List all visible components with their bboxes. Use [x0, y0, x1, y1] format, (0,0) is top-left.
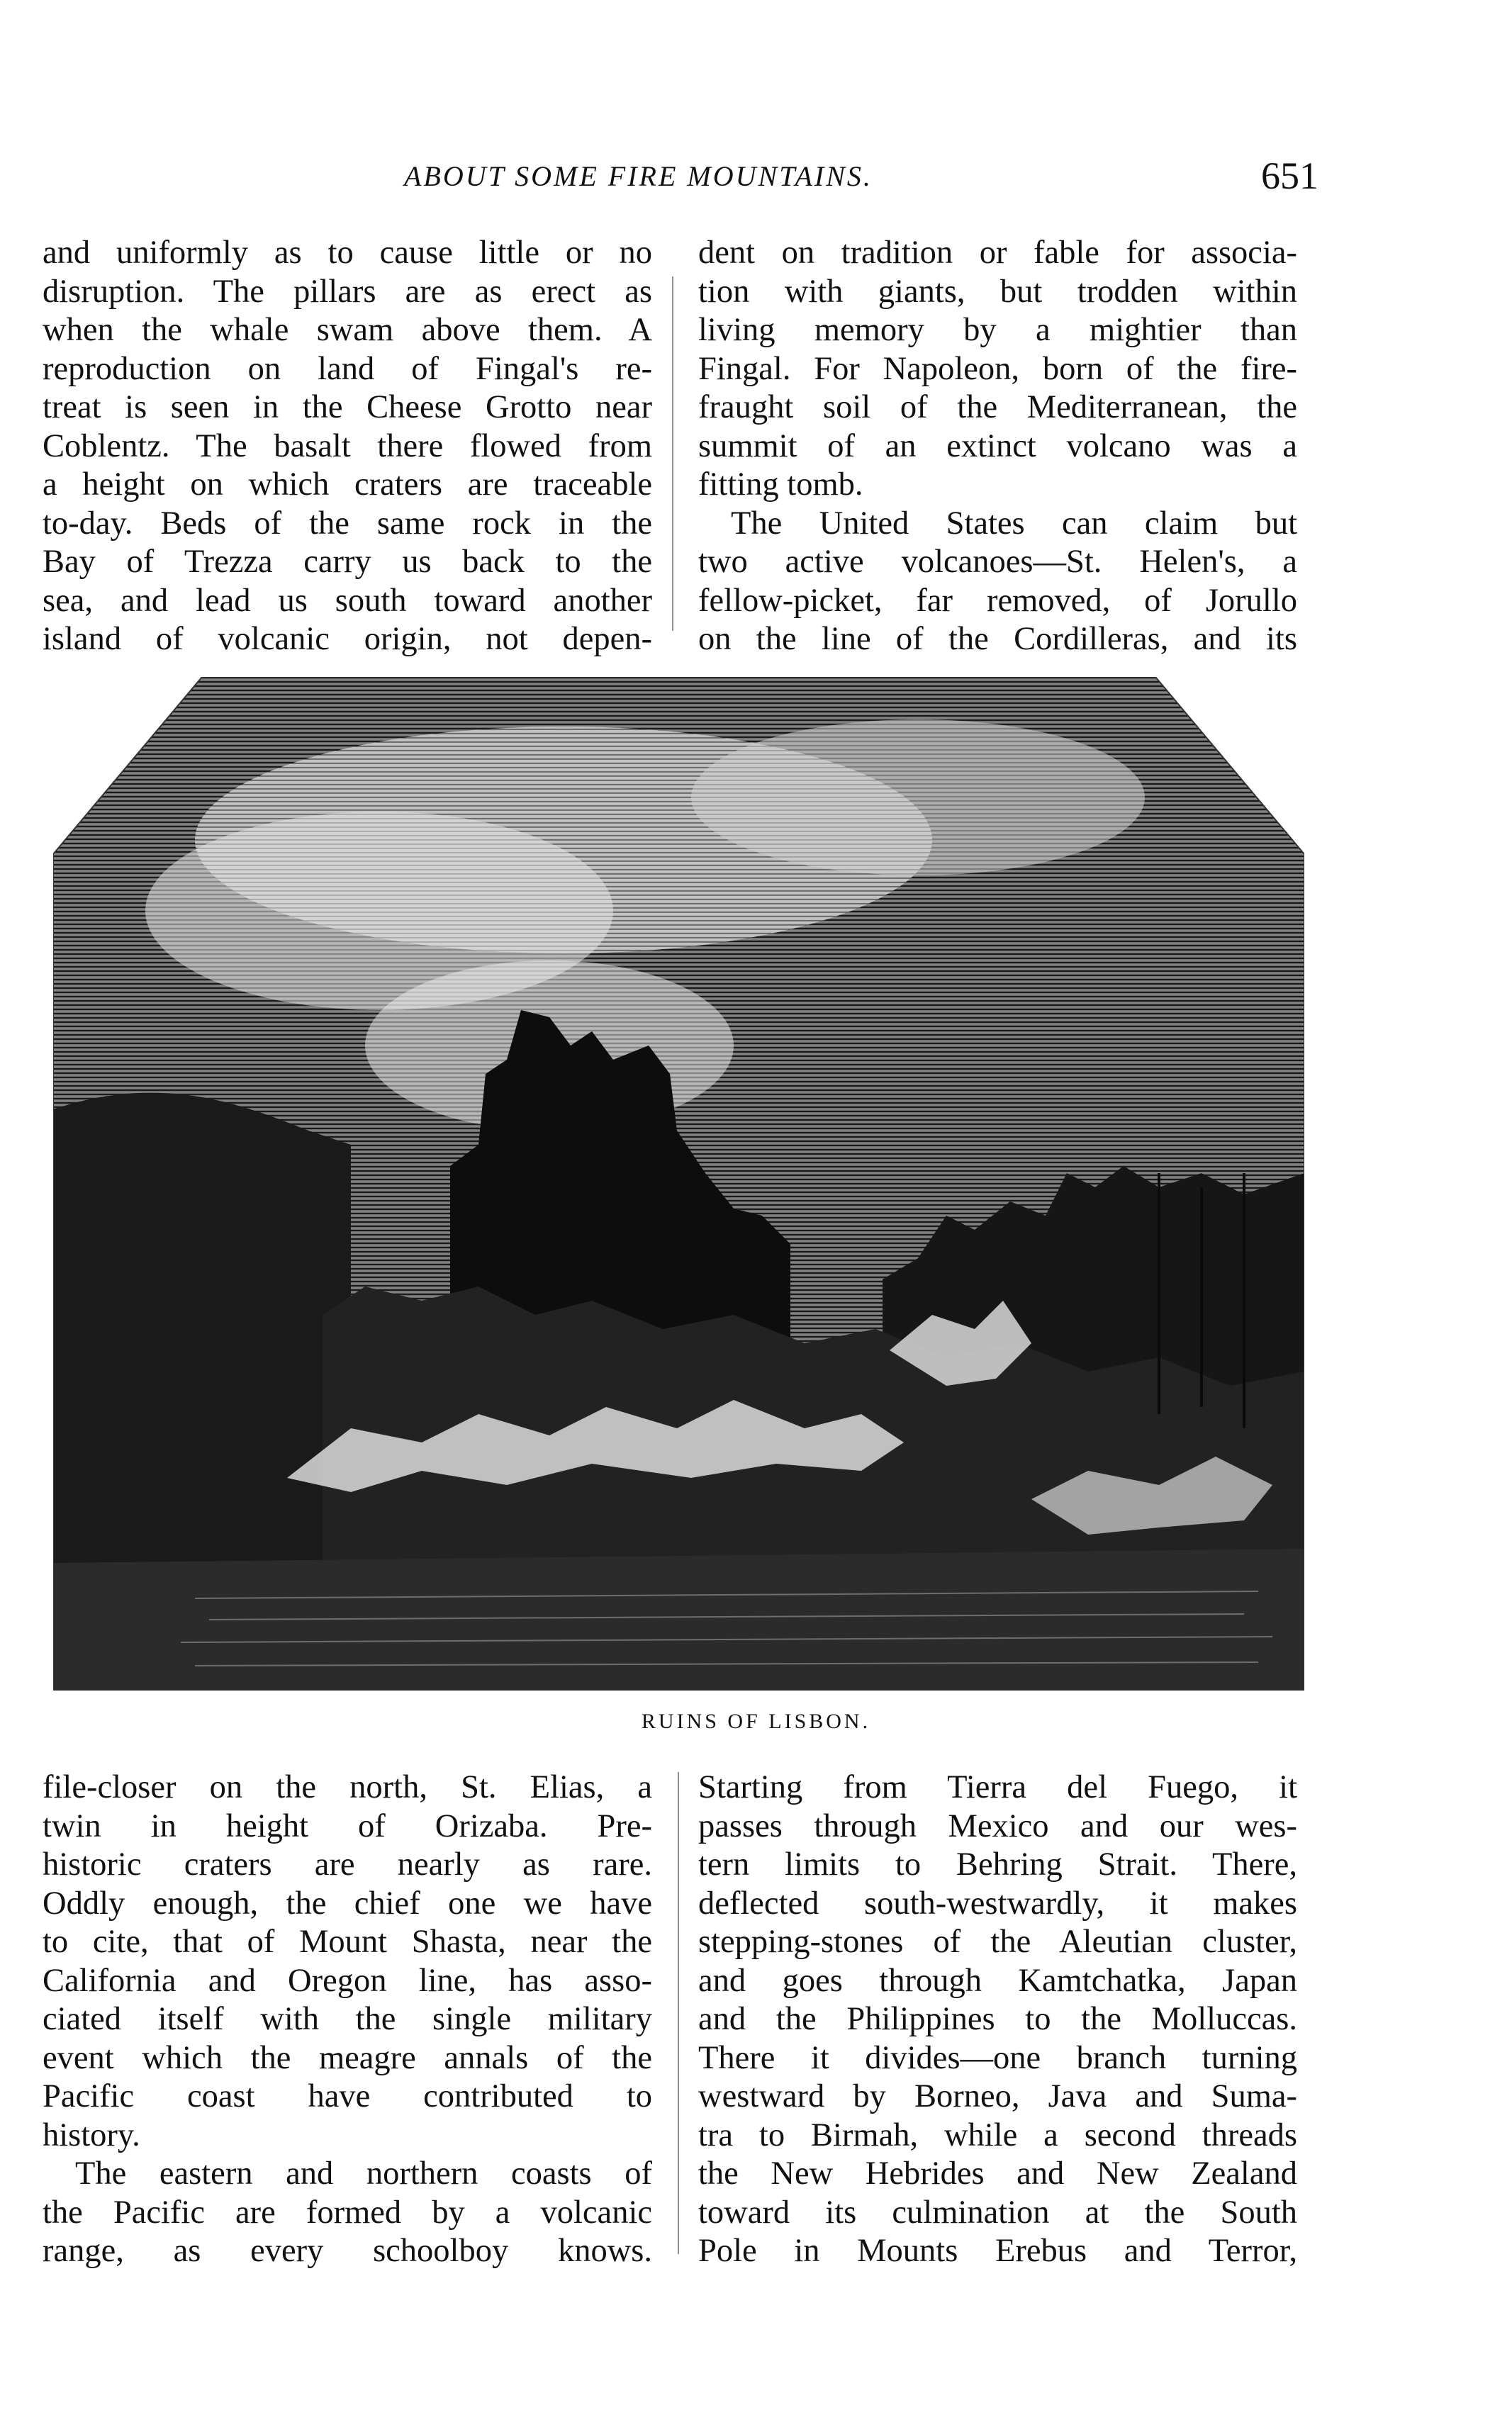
text-line: to-day. Beds of the same rock in the: [43, 505, 652, 542]
text-line: Fingal. For Napoleon, born of the fire-: [698, 350, 1297, 387]
column-bottom-right: [698, 1769, 1297, 2271]
text-line: and the Philippines to the Molluccas.: [698, 2001, 1297, 2037]
text-line: on the line of the Cordilleras, and its: [698, 621, 1297, 657]
text-line: The eastern and northern coasts of: [75, 2156, 652, 2192]
running-head: [369, 155, 1318, 209]
text-line: stepping-stones of the Aleutian cluster,: [698, 1924, 1297, 1960]
running-title: ABOUT SOME FIRE MOUNTAINS.: [404, 160, 873, 192]
text-line: tra to Birmah, while a second threads: [698, 2117, 1297, 2153]
column-top-left: [43, 234, 652, 659]
column-divider: [678, 1772, 679, 2254]
text-line: and goes through Kamtchatka, Japan: [698, 1962, 1297, 1999]
text-line: historic craters are nearly as rare.: [43, 1846, 652, 1883]
text-line: reproduction on land of Fingal's re-: [43, 350, 652, 387]
text-line: fitting tomb.: [698, 466, 863, 503]
text-line: when the whale swam above them. A: [43, 312, 652, 348]
text-line: passes through Mexico and our wes-: [698, 1807, 1297, 1844]
text-line: fraught soil of the Mediterranean, the: [698, 389, 1297, 425]
text-line: the Pacific are formed by a volcanic: [43, 2194, 652, 2231]
page-number: 651: [1261, 155, 1318, 197]
text-line: There it divides—one branch turning: [698, 2039, 1297, 2076]
text-line: treat is seen in the Cheese Grotto near: [43, 389, 652, 425]
paragraph: [43, 2155, 652, 2271]
text-line: Oddly enough, the chief one we have: [43, 1885, 652, 1922]
column-top-right: [698, 234, 1297, 659]
text-line: range, as every schoolboy knows.: [43, 2233, 652, 2269]
text-line: Coblentz. The basalt there flowed from: [43, 427, 652, 464]
text-line: tern limits to Behring Strait. There,: [698, 1846, 1297, 1883]
text-line: event which the meagre annals of the: [43, 2039, 652, 2076]
text-line: the New Hebrides and New Zealand: [698, 2156, 1297, 2192]
text-line: The United States can claim but: [731, 505, 1297, 542]
text-line: history.: [43, 2117, 140, 2153]
paragraph: [698, 505, 1297, 659]
text-line: file-closer on the north, St. Elias, a: [43, 1769, 652, 1805]
ruins-of-lisbon-engraving: [53, 677, 1304, 1691]
text-line: twin in height of Orizaba. Pre-: [43, 1807, 652, 1844]
text-line: tion with giants, but trodden within: [698, 273, 1297, 310]
text-line: ciated itself with the single military: [43, 2001, 652, 2037]
text-line: Pole in Mounts Erebus and Terror,: [698, 2233, 1297, 2269]
column-divider: [672, 276, 673, 631]
text-line: a height on which craters are traceable: [43, 466, 652, 503]
text-line: Bay of Trezza carry us back to the: [43, 544, 652, 580]
text-line: California and Oregon line, has asso-: [43, 1962, 652, 1999]
text-line: to cite, that of Mount Shasta, near the: [43, 1924, 652, 1960]
text-line: dent on tradition or fable for associa-: [698, 235, 1297, 271]
text-line: and uniformly as to cause little or no: [43, 235, 652, 271]
paragraph: [698, 234, 1297, 505]
text-line: fellow-picket, far removed, of Jorullo: [698, 582, 1297, 619]
text-line: two active volcanoes—St. Helen's, a: [698, 544, 1297, 580]
text-line: deflected south-westwardly, it makes: [698, 1885, 1297, 1922]
text-line: disruption. The pillars are as erect as: [43, 273, 652, 310]
paragraph: [698, 1769, 1297, 2271]
text-line: toward its culmination at the South: [698, 2194, 1297, 2231]
paragraph: [43, 234, 652, 659]
text-line: westward by Borneo, Java and Suma-: [698, 2078, 1297, 2114]
text-line: living memory by a mightier than: [698, 312, 1297, 348]
text-line: Starting from Tierra del Fuego, it: [698, 1769, 1297, 1805]
text-line: sea, and lead us south toward another: [43, 582, 652, 619]
text-line: island of volcanic origin, not depen-: [43, 621, 652, 657]
figure-caption: RUINS OF LISBON.: [641, 1710, 871, 1733]
text-line: Pacific coast have contributed to: [43, 2078, 652, 2114]
column-bottom-left: [43, 1769, 652, 2271]
paragraph: [43, 1769, 652, 2155]
text-line: summit of an extinct volcano was a: [698, 427, 1297, 464]
